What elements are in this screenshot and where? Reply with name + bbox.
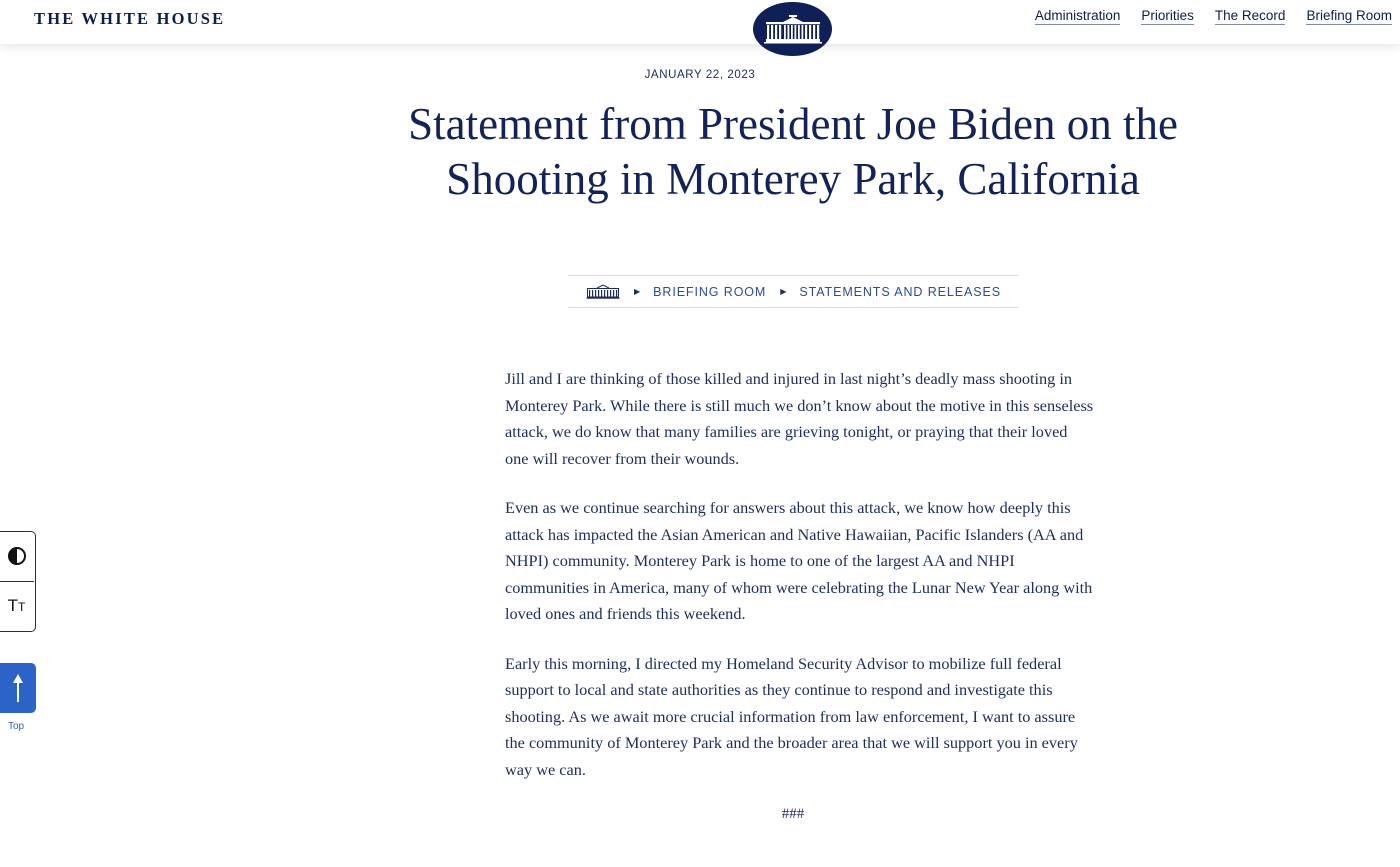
end-mark: ### [781, 806, 805, 822]
nav-link-briefing-room[interactable]: Briefing Room [1306, 8, 1392, 23]
article-paragraph: Early this morning, I directed my Homeland Security Advisor to mobilize full federal support to local and state authorities as they continue to respond and investigate this shooting. As we await more crucial information from law enforcement, I want to assure the community of Monterey Park and the broader area that we will support you in every way we can. [505, 653, 1078, 779]
page-title: Statement from President Joe Biden on the Shooting in Monterey Park, California [408, 99, 1178, 204]
back-to-top-label[interactable]: Top [7, 721, 25, 732]
caret-right-icon: ▶ [780, 287, 787, 296]
breadcrumb-statements-and-releases[interactable]: STATEMENTS AND RELEASES [799, 284, 1001, 299]
breadcrumb [568, 275, 1018, 308]
text-size-icon: TT [7, 596, 26, 616]
white-house-building-icon [762, 13, 824, 45]
article-body [505, 366, 1095, 823]
back-to-top-button[interactable] [0, 663, 36, 713]
article-paragraph: Even as we continue searching for answers about this attack, we know how deeply this attack has impacted the Asian American and Native Hawaiian, Pacific Islanders (AA and NHPI) community. Monterey Park is home to one of the largest AA and NHPI communities in America, many of whom were celebrating the Lunar New Year along with loved ones and friends this weekend. [505, 498, 1093, 623]
breadcrumb-briefing-room[interactable]: BRIEFING ROOM [653, 284, 767, 299]
accessibility-toolbar [0, 531, 36, 632]
site-title[interactable]: THE WHITE HOUSE [34, 9, 226, 28]
nav-link-administration[interactable]: Administration [1034, 8, 1121, 23]
publish-date: JANUARY 22, 2023 [644, 69, 756, 81]
white-house-home-icon [586, 284, 620, 299]
contrast-toggle-button[interactable] [0, 532, 34, 582]
article-paragraph: Jill and I are thinking of those killed and injured in last night’s deadly mass shooting in Monterey Park. While there is still much we don’t know about the motive in this senseless attack, we do know that many families are grieving tonight, or praying that their loved one will recover from their wounds. [505, 369, 1094, 468]
text-size-button[interactable] [0, 582, 34, 632]
contrast-icon [7, 546, 27, 566]
nav-link-priorities[interactable]: Priorities [1141, 8, 1194, 23]
site-header [0, 0, 1400, 44]
main-nav [1035, 8, 1392, 25]
white-house-logo[interactable] [753, 2, 832, 56]
breadcrumb-home[interactable] [586, 284, 620, 300]
caret-right-icon: ▶ [634, 287, 641, 296]
nav-link-the-record[interactable]: The Record [1214, 8, 1286, 23]
arrow-up-icon [11, 673, 25, 703]
